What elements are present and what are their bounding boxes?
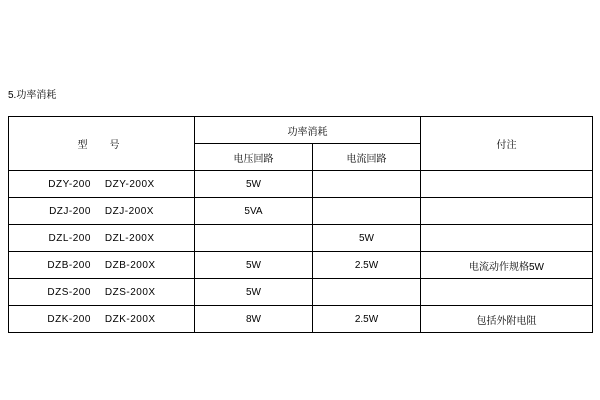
model-code-b: DZY-200X — [104, 178, 155, 190]
power-consumption-table-wrap — [8, 116, 592, 333]
cell-voltage: 5W — [195, 279, 313, 306]
power-consumption-table — [8, 116, 593, 333]
cell-current: 5W — [313, 225, 421, 252]
cell-current: 2.5W — [313, 306, 421, 333]
cell-current — [313, 171, 421, 198]
cell-remark — [421, 225, 593, 252]
table-row — [9, 225, 593, 252]
cell-voltage: 5W — [195, 252, 313, 279]
model-code-b: DZJ-200X — [104, 205, 154, 217]
cell-voltage: 5W — [195, 171, 313, 198]
cell-model — [9, 225, 195, 252]
model-code-a: DZK-200 — [47, 313, 91, 325]
table-row — [9, 306, 593, 333]
cell-current — [313, 198, 421, 225]
model-code-a: DZS-200 — [47, 286, 91, 298]
cell-remark: 电流动作规格5W — [421, 252, 593, 279]
header-current-circuit: 电流回路 — [313, 144, 421, 171]
model-code-a: DZY-200 — [48, 178, 91, 190]
model-code-a: DZB-200 — [47, 259, 91, 271]
table-row — [9, 279, 593, 306]
cell-model — [9, 306, 195, 333]
model-code-b: DZL-200X — [104, 232, 155, 244]
section-heading: 5.功率消耗 — [8, 90, 57, 101]
cell-model — [9, 171, 195, 198]
cell-remark — [421, 171, 593, 198]
model-code-a: DZL-200 — [48, 232, 91, 244]
table-row — [9, 252, 593, 279]
cell-remark: 包括外附电阻 — [421, 306, 593, 333]
cell-model — [9, 252, 195, 279]
table-header-row-1 — [9, 117, 593, 144]
model-code-a: DZJ-200 — [49, 205, 91, 217]
table-row — [9, 198, 593, 225]
header-power-consumption: 功率消耗 — [195, 117, 421, 144]
cell-model — [9, 198, 195, 225]
header-voltage-circuit: 电压回路 — [195, 144, 313, 171]
cell-voltage — [195, 225, 313, 252]
cell-current — [313, 279, 421, 306]
header-model: 型 号 — [9, 117, 195, 171]
model-code-b: DZS-200X — [104, 286, 156, 298]
cell-remark — [421, 198, 593, 225]
cell-voltage: 8W — [195, 306, 313, 333]
model-code-b: DZK-200X — [104, 313, 156, 325]
cell-current: 2.5W — [313, 252, 421, 279]
header-remark: 付注 — [421, 117, 593, 171]
cell-remark — [421, 279, 593, 306]
model-code-b: DZB-200X — [104, 259, 156, 271]
cell-model — [9, 279, 195, 306]
cell-voltage: 5VA — [195, 198, 313, 225]
table-row — [9, 171, 593, 198]
